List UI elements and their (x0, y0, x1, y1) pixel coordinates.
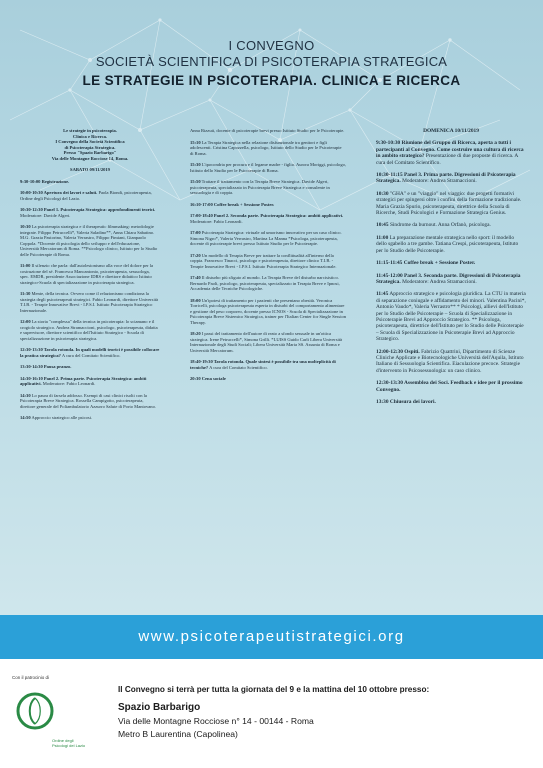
schedule-time: 10:00-10:30 Apertura dei lavori e saluti. (20, 190, 98, 195)
schedule-time: 14:30-16:10 Panel 2. Prima parte. Psicoterapia Strategica: ambiti applicativi. (20, 375, 147, 386)
schedule-description: Moderatore: Andrea Stramaccioni. (402, 278, 477, 285)
schedule-description: I passi del trattamento dell'autore di reato a sfondo sessuale in un'ottica strategica. Irene Petruccelli*, Simona Grilli. *LUISS Guido Carli Libera Università Internazionale degli Studi Sociali; Libera Università Maria SS. Assunta di Roma e Università Mercatorum. (190, 331, 343, 353)
schedule-time: 10:30 (20, 224, 31, 229)
schedule-item (376, 399, 526, 405)
schedule-time: 20:30 Cena sociale (190, 376, 226, 381)
venue-address: Via delle Montagne Rocciose n° 14 - 00144 - Roma (118, 716, 314, 726)
schedule-description: Anna Rizzuti, docente di psicoterapie brevi presso Istituto Studio per le Psicoterapie. (190, 128, 345, 133)
schedule-item (20, 179, 160, 185)
schedule-item (190, 213, 346, 224)
schedule-description: L'ipocondria per procura e il legame madre - figlio. Aurora Moriggi, psicologo, Istituto dello Studio per le Psicoterapie di Roma. (190, 162, 347, 173)
program-column-saturday-morning (20, 128, 160, 427)
schedule-item (190, 179, 346, 196)
schedule-item (190, 298, 346, 326)
intro-line: Presso "Spazio Barbarigo" (63, 150, 117, 155)
schedule-description: Un'ipotesi di trattamento per i pazienti che presentano obesità. Veronica Torricelli, psicologa psicoterapeuta esperta in disturbi del comportamento alimentare e gestione del peso corporeo, docente presso ICNOS - Scuola di Specializzazione in Psicoterapia Breve Sistemico Strategica, trainer per l'Italian Center for Single Session Therapy. (190, 297, 346, 325)
dates-notice: Il Convegno si terrà per tutta la giornata del 9 e la mattina del 10 ottobre presso: (118, 685, 430, 694)
schedule-description: Moderatore: Davide Algeri. (20, 212, 71, 218)
schedule-description: Moderatore: Andrea Stramaccioni. (402, 178, 477, 185)
schedule-time: 17:40 (190, 275, 201, 280)
schedule-time: 17:00-18:40 Panel 2. Seconda parte. Psicoterapia Strategica: ambiti applicativi. (190, 213, 344, 218)
schedule-time: 12:00 (20, 319, 31, 324)
schedule-item (376, 172, 526, 185)
schedule-description: Presentazione di due proposte di ricerca. A cura del Comitato Scientifico. (376, 153, 518, 166)
schedule-description: La Terapia Strategica nella relazione disfunzionale tra genitori e figli adolescenti. Cristina Capozzella, psicologo, Istituto dello Studio per le Psicoterapie di Roma. (190, 139, 342, 156)
schedule-time: 15:30 (190, 162, 201, 167)
schedule-item (20, 291, 160, 313)
schedule-time: 10:30-11:15 Panel 3. Prima parte. Digressioni di Psicoterapia Strategica. (376, 172, 516, 185)
schedule-time: 11:00 (376, 234, 389, 241)
website-link[interactable]: www.psicoterapeutistrategici.org (138, 628, 405, 645)
day-heading: DOMENICA 10/11/2019 (423, 128, 479, 134)
schedule-item (20, 190, 160, 201)
logo-caption-line: Psicologi del Lazio (52, 742, 86, 748)
schedule-description: Un modello di Terapia Breve per trattare la conflittualità all'interno della coppia. Francesco Tinacci, psicologo e psicoterapeuta, direttore clinico T.I.B. - Terapie Innovative Brevi - I.P.S.I. Istituto Psicoterapia Strategico Internazionale. (190, 252, 337, 269)
schedule-time: 14:30 (20, 392, 31, 398)
schedule-time: 17:00 (190, 230, 201, 235)
schedule-item (190, 202, 346, 208)
schedule-time: 9:30-10:00 Registrazione. (20, 178, 70, 184)
intro-line: Le strategie in psicoterapia. (63, 128, 117, 133)
schedule-time: 11:15-11:45 Coffee break + Sessione Poster. (376, 260, 476, 267)
schedule-description: Mente, della tecnica. Ovvero come il relazionismo condiziona la strategia degli psicoterapeuti strategici. Fabio Leonardi, direttore Università T.I.B. - Terapie Innovative Brevi - I.P.S.I. Istituto Psicoterapia Strategico Internazionale. (20, 291, 159, 313)
schedule-description: Approccio strategico alle psicosi. (31, 415, 93, 420)
schedule-item (376, 380, 526, 393)
schedule-item (376, 260, 526, 266)
schedule-time: 15:50 (190, 179, 201, 184)
schedule-list (20, 179, 160, 421)
schedule-item (190, 376, 346, 382)
schedule-item (376, 222, 526, 228)
schedule-description: Moderatore: Fabio Leonardi. (190, 218, 243, 224)
intro-line: I Convegno della Società Scientifica (55, 139, 125, 144)
schedule-description: Moderatore: Fabio Leonardi. (42, 381, 96, 386)
schedule-item (376, 235, 526, 254)
schedule-list (190, 128, 346, 382)
schedule-time: 15:10 (190, 139, 201, 145)
schedule-description: Lo paura di farsela addosso. Esempi di casi clinici risolti con la Psicoterapia Breve Strategica. Rossella Campigotto, psicoterapeuta, direttore generale del Poliambulatorio Azzurro Salute di Porto Mantovano. (20, 392, 156, 409)
intro-line: di Psicoterapia Strategica. (64, 144, 116, 150)
schedule-item (376, 140, 526, 166)
schedule-item (376, 191, 526, 217)
intro-line: Via delle Montagne Rocciose 14, Roma. (51, 155, 129, 161)
schedule-item (190, 253, 346, 270)
schedule-time: 18:20 (190, 331, 201, 336)
schedule-description: Fabrizio Quattrini, Dipartimento di Scienze Cliniche Applicate e Biotecnologiche Università dell'Aquila, Istituto Italiano di Sessuologia Scientifica. Eiaculazione precoce. Strategie d'intervento in Psicosessuologia: un caso clinico. (376, 348, 524, 374)
ordine-psicologi-logo-icon (14, 690, 56, 732)
schedule-time: 18:40-19:30 Tavola rotonda. Quale sintesi è possibile tra una molteplicità di tecniche? (190, 359, 336, 370)
schedule-description: Psicoterapia Strategica: virtuale ad umorismo innovativo per un caso clinico. Simona Nigro*, Valeria Verrastro, Martina La Manna *Psicologa, psicoterapeuta, docente di psicoterapie brevi presso Istituto Studio per le Psicoterapie. (190, 230, 342, 246)
schedule-description: A cura del Comitato Scientifico. (61, 352, 121, 358)
schedule-description: La psicoterapia strategica e il therapeutic filmmaking: metodologie integrate. Filippo Petruccelli*, Valeria Saladino**, Anna Chiara Sabatino. M.G. Grazia Pastorino, Valeria Verrastro, Filippo Fimiani, Gianpaolo Coppola. *Docente di psicologia dello sviluppo e dell'educazione, Università Mercatorum di Roma. **Psicologo clinico, Istituto per lo Studio delle Psicoterapie di Roma. (20, 224, 158, 257)
schedule-time: 10:45 (376, 222, 389, 229)
schedule-time: 16:10-17:00 Coffee break + Sessione Poster. (190, 201, 275, 207)
schedule-item (20, 347, 160, 358)
schedule-item (190, 275, 346, 292)
schedule-item (190, 331, 346, 353)
schedule-time: 10:30 (376, 190, 389, 197)
venue-info (118, 685, 429, 739)
logo-caption (52, 739, 85, 748)
schedule-item (376, 291, 526, 342)
schedule-item (20, 319, 160, 341)
schedule-time: 18:00 (190, 297, 201, 303)
intro-block (20, 128, 160, 161)
program-column-saturday-afternoon (190, 128, 346, 388)
schedule-description: La preparazione mentale strategica nello sport: il modello dello sgabello a tre gambe. Tatiana Crespi, psicoterapeuta, Istituto per lo Studio delle Psicoterapie. (376, 234, 519, 254)
schedule-description: Sindrome da burnout. Anna Orfanò, psicologa. (389, 222, 491, 229)
schedule-description: Il disturbo più sfiguto al mondo. La Terapia Breve del disturbo narcisistico. Bernardo Paoli, psicologo, psicoterapeuta, specializzato in Terapia Breve e Ipnosi, Accademia delle Tecniche Psicologiche. (190, 275, 340, 291)
patronage-label: Con il patrocinio di (12, 675, 50, 680)
schedule-item (20, 364, 160, 370)
schedule-description: Approccio strategico e psicologia giuridica. La CTU in materia di separazione coniugale e affidamento dei minori. Valentina Pacini*, Antonio Vaudo*, Valeria Verrastro** * Psicologi, allievi dell'Istituto per lo Studio delle Psicoterapie – Scuola di Specializzazione in Psicoterapie Brevi ad Approccio Strategico. ** Psicologa, psicoterapeuta, direttrice dell'Istituto per lo Studio delle Psicoterapie – Scuola di Specializzazione in Psicoterapie Brevi ad Approccio Strategico. (376, 291, 526, 343)
schedule-time: 12:30-13:30 Assemblea dei Soci. Feedback e idee per il prossimo Convegno. (376, 380, 523, 393)
intro-line: Clinica e Ricerca. (72, 133, 108, 139)
schedule-time: 11:45-12:00 Panel 3. Seconda parte. Digressioni di Psicoterapia Strategica. (376, 272, 521, 285)
venue-metro: Metro B Laurentina (Capolinea) (118, 729, 238, 739)
schedule-time: 13:30 Chiusura dei lavori. (376, 399, 436, 405)
conference-title: LE STRATEGIE IN PSICOTERAPIA. CLINICA E RICERCA (82, 73, 461, 88)
schedule-description: La storia "complessa" della tecnica in psicoterapia: lo sciamano e il crogiolo strategico. Andrea Stramaccioni, psicologo, psicoterapeuta, didatta e supervisore, direttore scientifico dell'Istituto Strategico - Scuola di specializzazione in psicoterapia strategica. (20, 319, 158, 341)
schedule-item (190, 359, 346, 370)
conference-header (0, 38, 543, 88)
schedule-item (376, 273, 526, 286)
schedule-item (190, 140, 346, 157)
schedule-description: Trattare il trattamento con la Terapia Breve Strategica. Davide Algeri, psicoterapeuta, specializzato in Psicoterapia Breve Strategica e consulente in sessuologia e di coppia. (190, 179, 330, 195)
schedule-description: "GHA" e un "viaggio" nel viaggio: due progetti formativi strategici per spingersi oltre i confini della formazione tradizionale. Maria Grazia Spurio, psicoterapeuta, direttrice della Scuola di Ricerche, Studi Psicologici e Formazione Strategica Genius. (376, 190, 522, 217)
schedule-time: 11:45 (376, 291, 389, 298)
program-column-sunday (376, 128, 526, 411)
schedule-time: 11:00 (20, 263, 31, 268)
schedule-item (20, 263, 160, 285)
day-heading: SABATO 09/11/2019 (70, 167, 110, 172)
schedule-item (190, 162, 346, 173)
schedule-item (190, 230, 346, 247)
schedule-time: 12:00-12:30 Ospiti. (376, 348, 420, 355)
schedule-item (190, 128, 346, 134)
logo-caption-line: Ordine degli (52, 738, 74, 743)
schedule-time: 14:50 (20, 415, 31, 420)
schedule-item (20, 376, 160, 387)
schedule-description: Paola Biondi, psicoterapeuta, Ordine degli Psicologi del Lazio. (20, 190, 152, 201)
schedule-list (376, 140, 526, 405)
schedule-item (376, 349, 526, 375)
schedule-item (20, 224, 160, 257)
schedule-time: 9:30-10:30 Riunione del Gruppo di Ricerca, aperta a tutti i partecipanti al Convegno. Come costruire una cultura di ricerca in ambito strategico? (376, 140, 524, 160)
schedule-item (20, 207, 160, 218)
schedule-time: 17:20 (190, 252, 201, 258)
schedule-time: 12:30-13:30 Tavola rotonda. In quali modelli teorici è possibile collocare la pratica strategica? (20, 347, 160, 358)
schedule-item (20, 415, 160, 421)
schedule-item (20, 393, 160, 410)
schedule-time: 10:30-12:30 Panel 1. Psicoterapia Strategica: approfondimenti teorici. (20, 207, 156, 212)
schedule-description: A cura del Comitato Scientifico. (209, 364, 268, 370)
venue-name: Spazio Barbarigo (118, 702, 201, 713)
conference-edition: I CONVEGNO (228, 38, 315, 53)
schedule-time: 13:30-14:30 Pausa pranzo. (20, 364, 72, 369)
society-name: SOCIETÀ SCIENTIFICA DI PSICOTERAPIA STRATEGICA (95, 54, 448, 69)
schedule-description: Il silenzio che parla: dall'autolesionismo alla voce del dolore per la costruzione del sé. Francesca Mancantonio, psicoterapeuta, sessuologa, spec. EMDR, presidente Associazione IDRS e direttore didattico Istituto strategico-Scuola di specializzazione in psicoterapia strategica. (20, 263, 154, 285)
schedule-time: 11:30 (20, 291, 31, 296)
